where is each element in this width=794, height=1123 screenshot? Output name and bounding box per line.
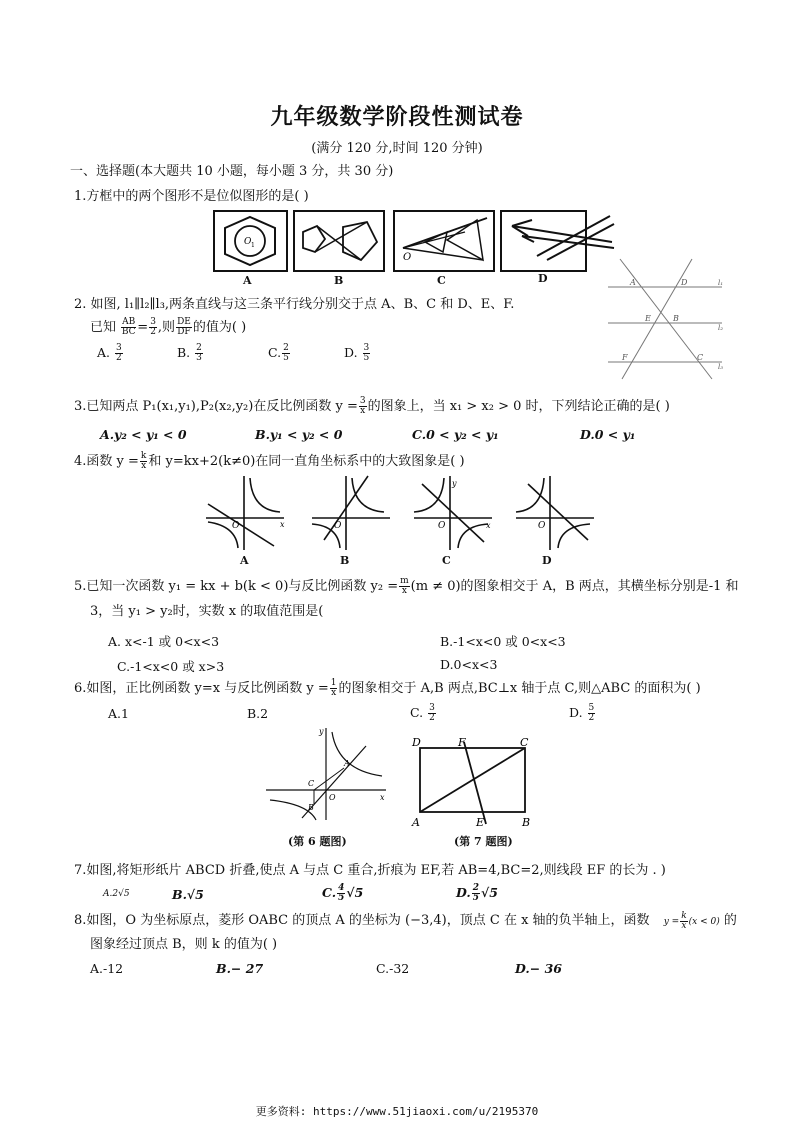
svg-text:x: x bbox=[486, 521, 491, 530]
q3-frac: $\frac{3}{x}$ bbox=[359, 396, 366, 416]
q7-option-d[interactable]: D. $\frac{2}{5}$ √5 bbox=[456, 883, 498, 903]
svg-text:x: x bbox=[380, 793, 385, 802]
q2-figure bbox=[600, 255, 730, 383]
q1-label-c: C bbox=[437, 274, 446, 287]
q2-option-c[interactable]: C. $\frac{2}{5}$ bbox=[268, 343, 289, 363]
section-heading: 一、选择题(本大题共 10 小题，每小题 3 分，共 30 分) bbox=[70, 164, 394, 179]
svg-text:O: O bbox=[438, 521, 446, 531]
svg-text:O: O bbox=[334, 521, 342, 531]
q4-graph-c bbox=[408, 470, 498, 552]
q1-label-d: D bbox=[538, 272, 548, 285]
svg-text:x: x bbox=[280, 520, 285, 529]
q3-stem: 3.已知两点 P₁(x₁,y₁),P₂(x₂,y₂)在反比例函数 y = $\frac{3}{x}$ 的图象上，当 x₁ > x₂ > 0 时，下列结论正确的是( ) bbox=[74, 396, 670, 416]
q8-function: y = $\frac{k}{x}$ (x < 0) bbox=[663, 911, 720, 931]
q2-line-l1: l₁ bbox=[718, 279, 724, 287]
q1-figure-c-drawing bbox=[395, 212, 493, 270]
q2-point-f: F bbox=[622, 353, 628, 362]
svg-text:y: y bbox=[452, 479, 457, 488]
svg-text:A: A bbox=[344, 759, 350, 768]
q8-option-a[interactable]: A.-12 bbox=[90, 961, 124, 976]
q3-option-b[interactable]: B.y₁ < y₂ < 0 bbox=[255, 427, 343, 442]
svg-text:B: B bbox=[522, 816, 531, 829]
q8-line2: 图象经过顶点 B，则 k 的值为( ) bbox=[90, 937, 278, 952]
q4-stem: 4.函数 y = $\frac{k}{x}$ 和 y=kx+2(k≠0)在同一直角坐标系中的大致图象是( ) bbox=[74, 451, 465, 471]
q4-label-b: B bbox=[340, 554, 350, 567]
q2-point-c: C bbox=[697, 353, 704, 362]
q4-graph-b bbox=[306, 470, 396, 552]
page-title: 九年级数学阶段性测试卷 bbox=[270, 105, 524, 130]
q2-option-d[interactable]: D. $\frac{3}{5}$ bbox=[344, 343, 370, 363]
q1-figure-a-drawing bbox=[215, 212, 286, 270]
q7-option-a[interactable]: A.2√5 bbox=[103, 889, 130, 899]
q2-option-a[interactable]: A. $\frac{3}{2}$ bbox=[97, 343, 122, 363]
q5-option-b[interactable]: B.-1<x<0 或 0<x<3 bbox=[440, 634, 566, 649]
q1-figure-d bbox=[500, 210, 587, 272]
svg-text:C: C bbox=[520, 736, 529, 749]
q8-option-d[interactable]: D.− 36 bbox=[515, 961, 562, 976]
svg-text:E: E bbox=[476, 816, 485, 829]
q6-option-b[interactable]: B.2 bbox=[247, 706, 269, 721]
svg-text:B: B bbox=[308, 803, 314, 812]
q8-option-b[interactable]: B.− 27 bbox=[216, 961, 264, 976]
q2-point-a: A bbox=[630, 278, 636, 287]
q2-line-l3: l₃ bbox=[718, 363, 724, 371]
page-subtitle: (满分 120 分,时间 120 分钟) bbox=[311, 141, 483, 156]
q3-option-d[interactable]: D.0 < y₁ bbox=[580, 427, 636, 442]
svg-text:C: C bbox=[308, 779, 315, 788]
q2-line2: 已知 $\frac{AB}{BC}$ = $\frac{3}{2}$ ,则 $\frac{DE}{DF}$ 的值为( ) bbox=[90, 317, 247, 337]
q1-figure-b bbox=[293, 210, 385, 272]
q2-frac-de-df: $\frac{DE}{DF}$ bbox=[177, 317, 191, 337]
footer-link[interactable]: 更多资料: https://www.51jiaoxi.com/u/2195370 bbox=[255, 1105, 539, 1118]
q5-line2: 3，当 y₁ > y₂时，实数 x 的取值范围是( bbox=[90, 604, 324, 619]
q6-figure bbox=[262, 724, 392, 824]
q7-stem: 7.如图,将矩形纸片 ABCD 折叠,使点 A 与点 C 重合,折痕为 EF,若 AB=4,BC=2,则线段 EF 的长为 . ) bbox=[74, 863, 666, 878]
q1-figure-a bbox=[213, 210, 288, 272]
q4-label-c: C bbox=[442, 554, 451, 567]
svg-text:O: O bbox=[232, 521, 240, 531]
q7-option-c[interactable]: C. $\frac{4}{5}$ √5 bbox=[322, 883, 364, 903]
q7-figure bbox=[410, 732, 540, 830]
q2-line2-pre: 已知 bbox=[90, 320, 117, 335]
q2-frac-ab-bc: $\frac{AB}{BC}$ bbox=[121, 317, 136, 337]
q1-stem: 1.方框中的两个图形不是位似图形的是( ) bbox=[74, 189, 309, 204]
q3-option-a[interactable]: A.y₂ < y₁ < 0 bbox=[100, 427, 187, 442]
svg-text:D: D bbox=[412, 736, 421, 749]
q1-label-b: B bbox=[334, 274, 344, 287]
q6-figure-caption: (第 6 题图) bbox=[288, 835, 347, 848]
q1-label-a: A bbox=[243, 274, 252, 287]
q5-frac: $\frac{m}{x}$ bbox=[400, 576, 409, 596]
q4-label-d: D bbox=[542, 554, 552, 567]
q2-point-b: B bbox=[673, 314, 679, 323]
q4-frac: $\frac{k}{x}$ bbox=[140, 451, 147, 471]
q5-option-c[interactable]: C.-1<x<0 或 x>3 bbox=[117, 659, 225, 674]
q1-fig-a-o1-sub: 1 bbox=[251, 242, 255, 249]
q6-option-d[interactable]: D. $\frac{5}{2}$ bbox=[569, 703, 595, 723]
q1-figure-b-drawing bbox=[295, 212, 383, 270]
q2-line-l2: l₂ bbox=[718, 324, 724, 332]
q6-stem: 6.如图，正比例函数 y=x 与反比例函数 y = $\frac{1}{x}$ 的图象相交于 A,B 两点,BC⊥x 轴于点 C,则△ABC 的面积为( ) bbox=[74, 678, 701, 698]
svg-text:O: O bbox=[329, 793, 336, 802]
q7-option-b[interactable]: B.√5 bbox=[172, 887, 204, 902]
q1-fig-c-o: O bbox=[403, 252, 412, 263]
svg-text:A: A bbox=[412, 816, 420, 829]
q6-option-c[interactable]: C. $\frac{3}{2}$ bbox=[410, 703, 435, 723]
q2-point-e: E bbox=[645, 314, 651, 323]
q5-option-d[interactable]: D.0<x<3 bbox=[440, 657, 498, 672]
q2-point-d: D bbox=[681, 278, 688, 287]
q4-graph-a bbox=[200, 470, 290, 552]
q2-line1: 2. 如图, l₁∥l₂∥l₃,两条直线与这三条平行线分别交于点 A、B、C 和 D、E、F. bbox=[74, 297, 515, 312]
q5-option-a[interactable]: A. x<-1 或 0<x<3 bbox=[108, 634, 220, 649]
q4-label-a: A bbox=[240, 554, 249, 567]
q6-option-a[interactable]: A.1 bbox=[108, 706, 129, 721]
q5-line1: 5.已知一次函数 y₁ = kx + b(k < 0)与反比例函数 y₂ = $\frac{m}{x}$ (m ≠ 0)的图象相交于 A，B 两点，其横坐标分别是-1 和 bbox=[74, 576, 739, 596]
q4-graph-d bbox=[510, 470, 600, 552]
q7-figure-caption: (第 7 题图) bbox=[454, 835, 513, 848]
q2-option-b[interactable]: B. $\frac{2}{3}$ bbox=[177, 343, 202, 363]
q1-fig-a-o1: O bbox=[244, 237, 252, 247]
svg-text:O: O bbox=[538, 521, 546, 531]
svg-text:y: y bbox=[319, 727, 324, 736]
q8-line1: 8.如图，O 为坐标原点，菱形 OABC 的顶点 A 的坐标为 (−3,4)，顶点 C 在 x 轴的负半轴上，函数 y = $\frac{k}{x}$ (x < 0) 的 bbox=[74, 911, 737, 931]
svg-text:F: F bbox=[458, 736, 466, 749]
q8-option-c[interactable]: C.-32 bbox=[376, 961, 410, 976]
q6-frac: $\frac{1}{x}$ bbox=[330, 678, 337, 698]
q3-option-c[interactable]: C.0 < y₂ < y₁ bbox=[412, 427, 499, 442]
q2-frac-3-2: $\frac{3}{2}$ bbox=[150, 317, 156, 337]
q1-figure-c bbox=[393, 210, 495, 272]
